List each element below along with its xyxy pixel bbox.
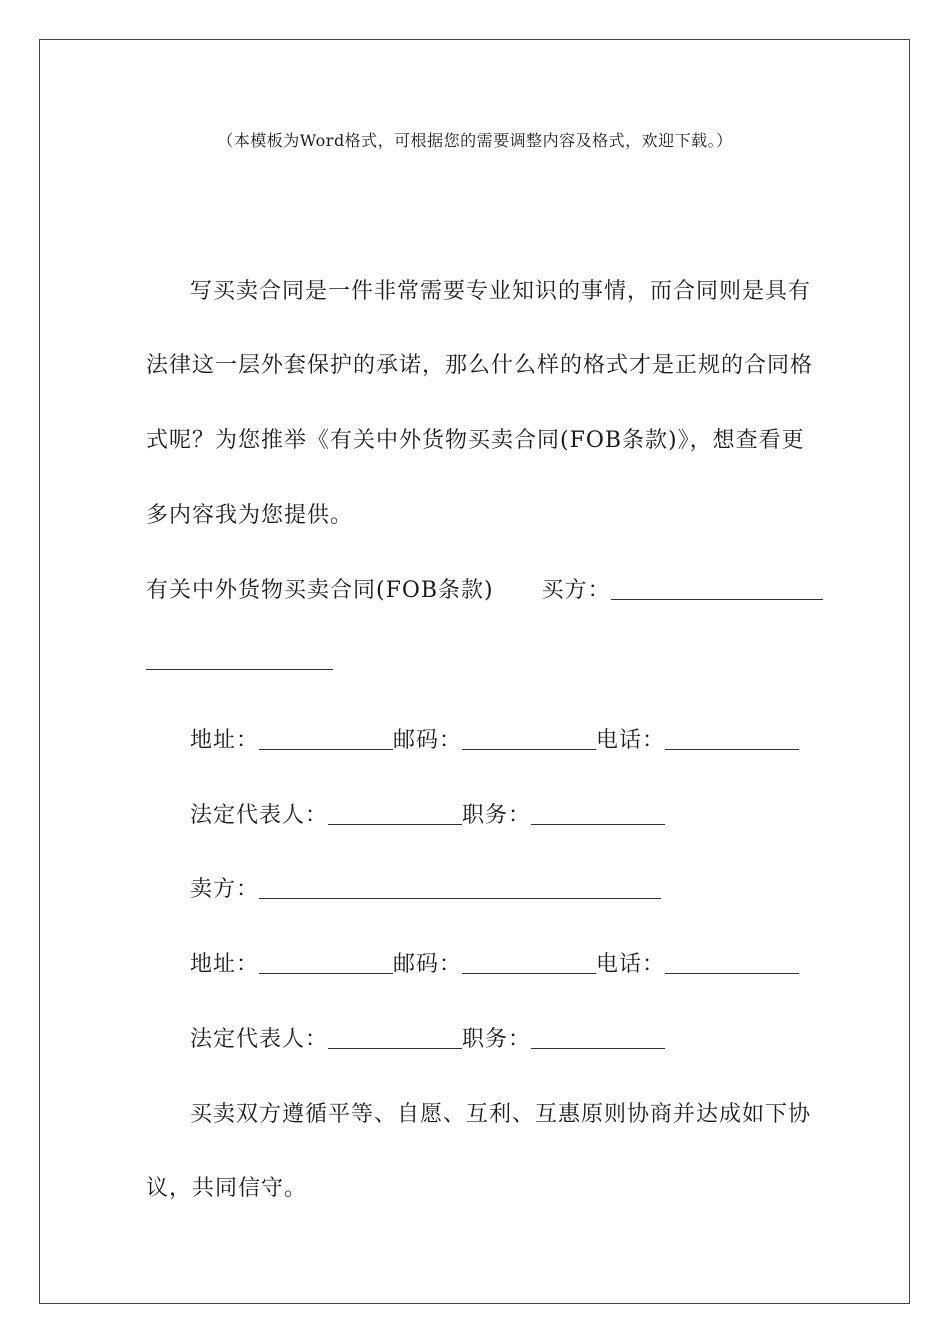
intro-line-2: 法律这一层外套保护的承诺，那么什么样的格式才是正规的合同格 — [146, 353, 814, 378]
agreement-line-1: 买卖双方遵循平等、自愿、互利、互惠原则协商并达成如下协 — [190, 1102, 812, 1127]
seller-postcode-label: 邮码： — [393, 952, 463, 977]
contract-title-row — [146, 573, 806, 604]
seller-row — [190, 872, 850, 903]
seller-address-row — [190, 947, 850, 978]
seller-name-blank — [259, 897, 661, 899]
buyer-position-blank — [531, 823, 665, 825]
contract-title: 有关中外货物买卖合同(FOB条款) — [146, 578, 494, 603]
buyer-address-blank — [259, 748, 393, 750]
buyer-rep-blank — [328, 823, 462, 825]
seller-label: 卖方： — [190, 877, 260, 902]
seller-address-label: 地址： — [190, 952, 260, 977]
buyer-postcode-blank — [462, 748, 596, 750]
seller-rep-row — [190, 1022, 850, 1053]
buyer-address-label: 地址： — [190, 728, 260, 753]
seller-address-blank — [259, 972, 393, 974]
buyer-phone-blank — [665, 748, 799, 750]
seller-position-blank — [531, 1047, 665, 1049]
seller-postcode-blank — [462, 972, 596, 974]
agreement-line-2: 议，共同信守。 — [146, 1176, 308, 1201]
seller-position-label: 职务： — [462, 1027, 532, 1052]
buyer-rep-row — [190, 798, 850, 829]
seller-phone-label: 电话： — [596, 952, 666, 977]
template-notice: （本模板为Word格式，可根据您的需要调整内容及格式，欢迎下载。） — [217, 131, 733, 150]
intro-line-4: 多内容我为您提供。 — [146, 503, 354, 528]
intro-line-3: 式呢？为您推举《有关中外货物买卖合同(FOB条款)》，想查看更 — [146, 428, 805, 453]
intro-line-1: 写买卖合同是一件非常需要专业知识的事情，而合同则是具有 — [190, 279, 812, 304]
buyer-label: 买方： — [541, 578, 611, 603]
buyer-name-blank — [611, 598, 823, 600]
buyer-address-row — [190, 723, 850, 754]
seller-phone-blank — [665, 972, 799, 974]
seller-rep-label: 法定代表人： — [190, 1027, 329, 1052]
buyer-position-label: 职务： — [462, 803, 532, 828]
buyer-name-blank-continued — [146, 669, 333, 670]
seller-rep-blank — [328, 1047, 462, 1049]
buyer-rep-label: 法定代表人： — [190, 803, 329, 828]
buyer-phone-label: 电话： — [596, 728, 666, 753]
buyer-postcode-label: 邮码： — [393, 728, 463, 753]
